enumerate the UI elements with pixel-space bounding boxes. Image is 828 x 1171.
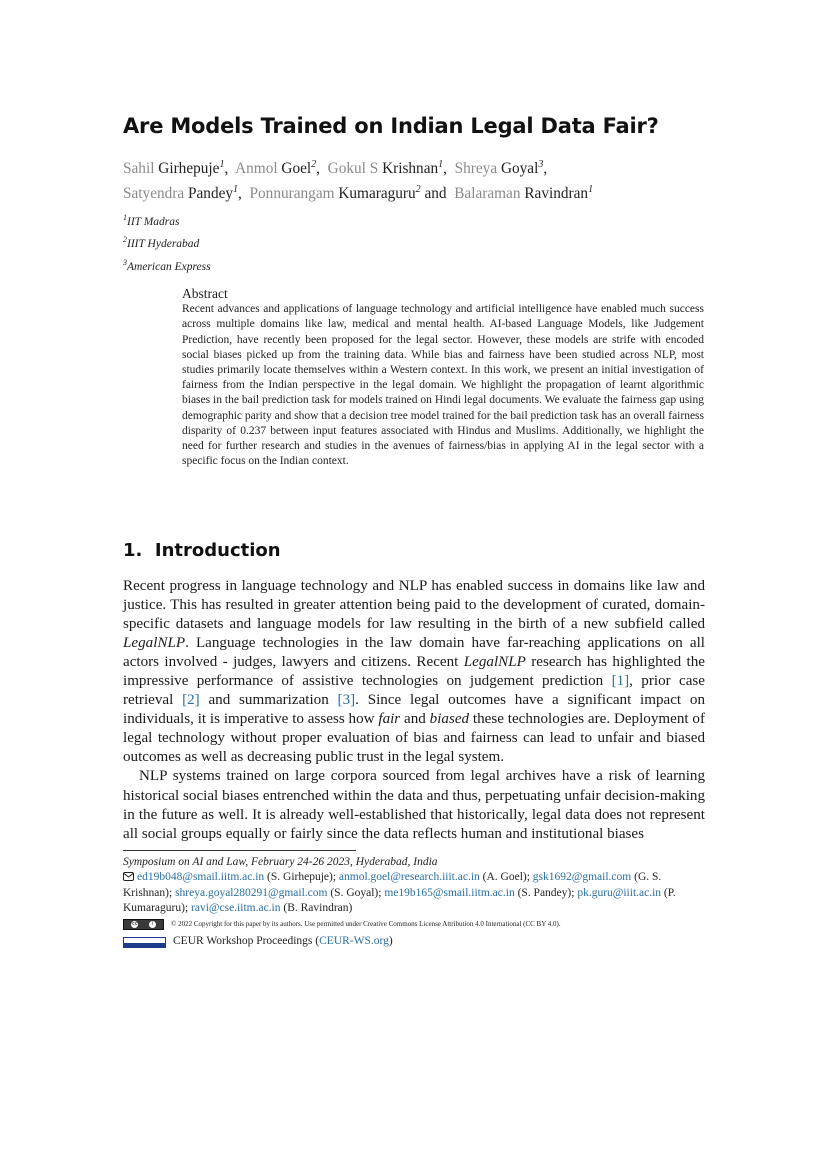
section-number: 1. bbox=[123, 540, 143, 561]
ceur-label: CEUR Workshop Proceedings bbox=[173, 935, 313, 948]
footnote-rule bbox=[123, 850, 356, 851]
citation-link[interactable]: [2] bbox=[182, 692, 200, 709]
abstract bbox=[182, 286, 704, 469]
footnotes bbox=[123, 855, 705, 950]
paper-title: Are Models Trained on Indian Legal Data Fair? bbox=[123, 114, 659, 138]
author-list: Sahil Girhepuje$^1$, Anmol Goel$^2$, Gokul S Krishnan$^1$, Shreya Goyal$^3$, Satyendra Pandey$^1$, Ponnurangam Kumaraguru$^2$ and Balaraman Ravindran$^1$ bbox=[123, 159, 594, 203]
author: Gokul S Krishnan$^1$ bbox=[327, 159, 444, 178]
intro-body bbox=[123, 577, 705, 844]
author: Anmol Goel$^2$ bbox=[235, 159, 317, 178]
paragraph: Recent progress in language technology and NLP has enabled success in domains like law and justice. This has resulted in greater attention being paid to the development of curated, domain-specific datasets and language models for law resulting in the birth of a new subfield called LegalNLP. Language technologies in the law domain have far-reaching applications on all actors involved - judges, lawyers and citizens. Recent LegalNLP research has highlighted the impressive performance of assistive technologies on judgement prediction [1], prior case retrieval [2] and summarization [3]. Since legal outcomes have a significant impact on individuals, it is imperative to assess how fair and biased these technologies are. Deployment of legal technology without proper evaluation of bias and fairness can lead to unfair and biased outcomes as well as decreasing public trust in the legal system. bbox=[123, 578, 705, 766]
section-heading bbox=[123, 540, 281, 561]
email-link[interactable]: pk.guru@iiit.ac.in bbox=[577, 886, 662, 899]
author: Satyendra Pandey$^1$ bbox=[123, 184, 239, 203]
email-list: ed19b048@smail.iitm.ac.in (S. Girhepuje); anmol.goel@research.iiit.ac.in (A. Goel); gsk1692@gmail.com (G. S. Krishnan); shreya.goyal280291@gmail.com (S. Goyal); me19b165@smail.iitm.ac.in (S. Pandey); pk.guru@iiit.ac.in (P. Kumaraguru); ravi@cse.iitm.ac.in (B. Ravindran) bbox=[123, 871, 676, 914]
copyright-text: © 2022 Copyright for this paper by its authors. Use permitted under Creative Commons License Attribution 4.0 International (CC BY 4.0). bbox=[171, 920, 561, 929]
and-word: and bbox=[424, 185, 447, 203]
mail-icon bbox=[123, 872, 134, 881]
abstract-text: Recent advances and applications of language technology and artificial intelligence have enabled much success across multiple domains like law, medical and mental health. AI-based Language Models, like Judgement Prediction, have recently been proposed for the legal sector. However, these models are strife with encoded social biases picked up from the training data. While bias and fairness have been studied across NLP, most studies primarily locate themselves within a Western context. In this work, we present an initial investigation of fairness from the Indian perspective in the legal domain. We highlight the propagation of learnt algorithmic biases in the bail prediction task for models trained on Hindi legal documents. We evaluate the fairness gap using demographic parity and show that a decision tree model trained for the bail prediction task has an overall fairness disparity of 0.237 between input features associated with Hindus and Muslims. Additionally, we highlight the need for further research and studies in the avenues of fairness/bias in applying AI in the legal sector with a specific focus on the Indian context. bbox=[182, 303, 704, 468]
email-link[interactable]: ed19b048@smail.iitm.ac.in bbox=[137, 871, 265, 884]
citation-link[interactable]: [3] bbox=[337, 692, 356, 709]
email-link[interactable]: me19b165@smail.iitm.ac.in bbox=[384, 886, 515, 899]
author: Sahil Girhepuje$^1$ bbox=[123, 159, 225, 178]
paragraph: NLP systems trained on large corpora sourced from legal archives have a risk of learning historical social biases entrenched within the data and thus, perpetuating unfair decision-making in the future as well. It is already well-established that historically, legal data does not represent all social groups equally or fairly since the data reflects human and institutional biases bbox=[123, 768, 705, 842]
ceur-link[interactable]: CEUR-WS.org bbox=[319, 935, 389, 948]
venue-line: Symposium on AI and Law, February 24-26 2023, Hyderabad, India bbox=[123, 856, 438, 868]
email-link[interactable]: ravi@cse.iitm.ac.in bbox=[191, 901, 281, 914]
email-link[interactable]: anmol.goel@research.iiit.ac.in bbox=[338, 871, 480, 884]
ceur-line: CEUR Workshop Proceedings ( CEUR-WS.org ) bbox=[123, 934, 705, 949]
abstract-heading: Abstract bbox=[182, 286, 228, 301]
email-link[interactable]: gsk1692@gmail.com bbox=[532, 871, 632, 884]
section-title: Introduction bbox=[154, 540, 281, 561]
affiliation: $^1$IIT Madras bbox=[123, 213, 180, 228]
ceur-logo-icon bbox=[123, 937, 166, 948]
affiliation-list bbox=[123, 209, 523, 276]
cc-by-badge-icon: cc i bbox=[123, 919, 164, 930]
copyright-line bbox=[123, 917, 705, 932]
author: Ponnurangam Kumaraguru$^2$ bbox=[249, 184, 421, 203]
author: Balaraman Ravindran$^1$ bbox=[454, 184, 594, 203]
author: Shreya Goyal$^3$ bbox=[454, 159, 544, 178]
affiliation: $^3$American Express bbox=[123, 257, 211, 273]
citation-link[interactable]: [1] bbox=[611, 673, 630, 690]
email-link[interactable]: shreya.goyal280291@gmail.com bbox=[175, 886, 328, 899]
affiliation: $^2$IIIT Hyderabad bbox=[123, 235, 200, 251]
